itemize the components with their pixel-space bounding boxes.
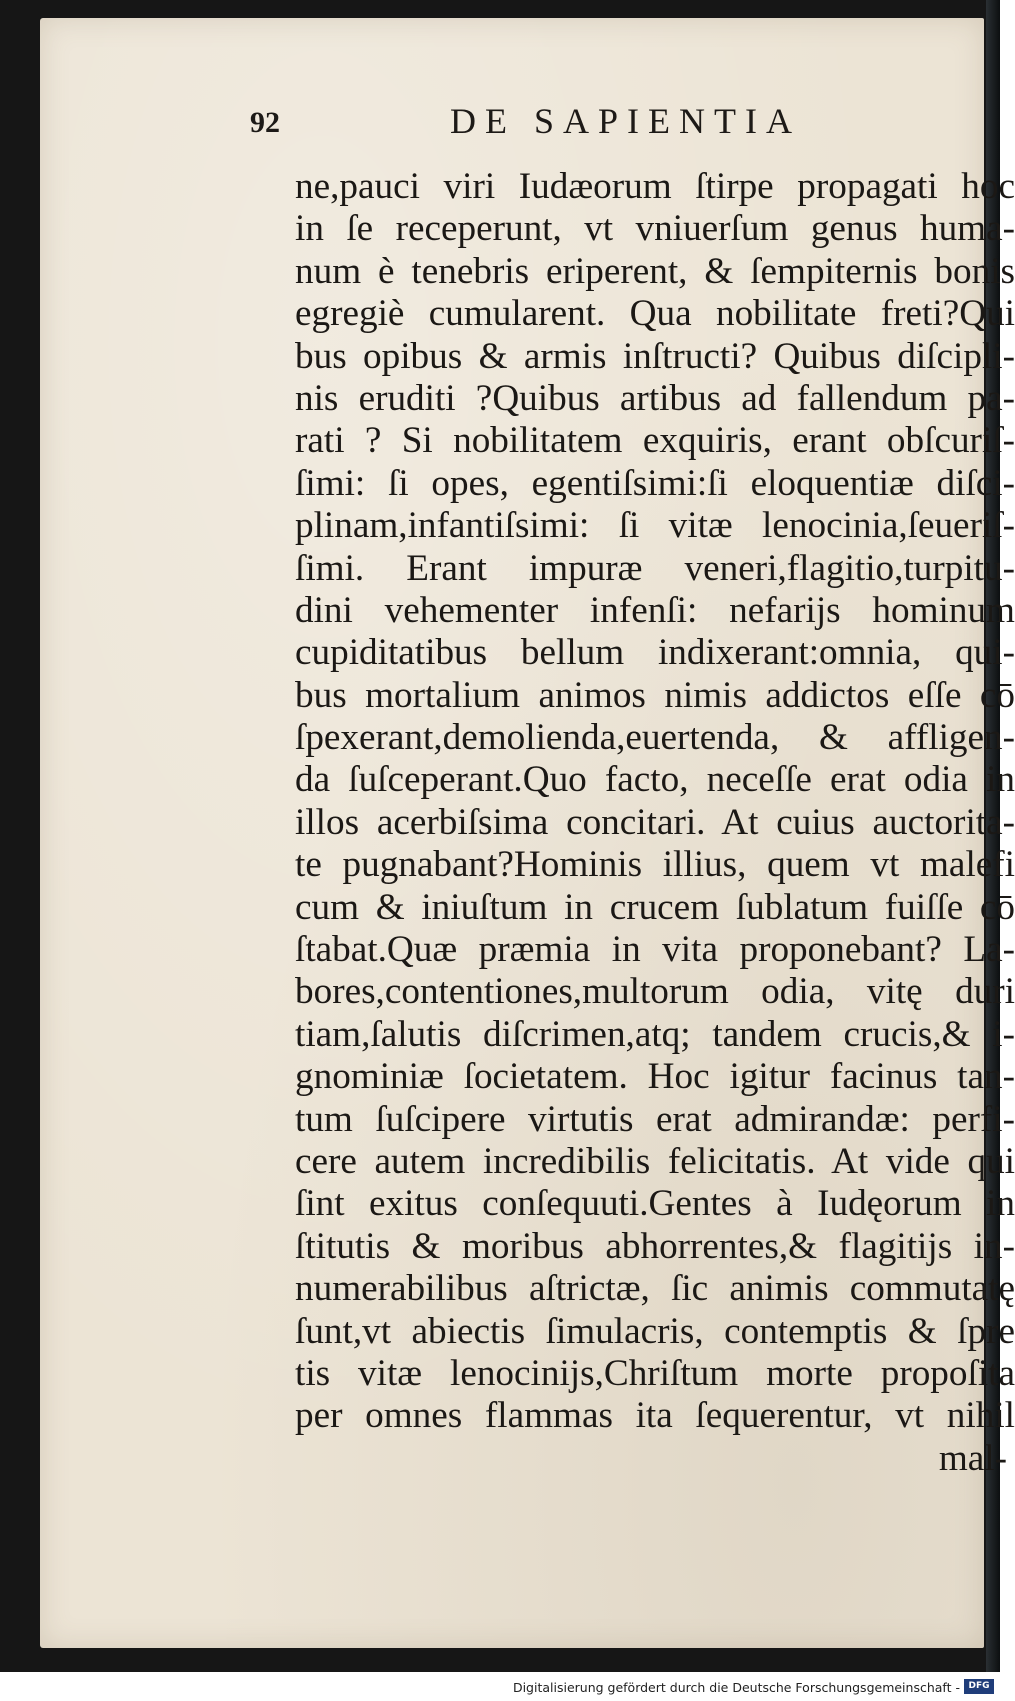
dfg-logo: DFG <box>964 1679 994 1694</box>
text-line: ne,pauci viri Iudæorum ſtirpe propagati hoc <box>295 166 1015 207</box>
text-line: ſimi: ſi opes, egentiſsimi:ſi eloquentiæ diſci- <box>295 462 1015 504</box>
text-line: da ſuſceperant.Quo facto, neceſſe erat odia in <box>295 759 1015 801</box>
text-line: per omnes flammas ita ſequerentur, vt nihil <box>295 1395 1015 1437</box>
text-line: ſint exitus conſequuti.Gentes à Iudęorum in <box>295 1183 1015 1225</box>
body-text <box>295 166 1015 1480</box>
text-line: in ſe receperunt, vt vniuerſum genus huma- <box>295 208 1015 250</box>
digitization-footer <box>0 1675 1000 1699</box>
catchword: mal- <box>938 1437 1007 1479</box>
text-line: plinam,infantiſsimi: ſi vitæ lenocinia,ſeueriſ- <box>295 505 1015 547</box>
text-line: nis eruditi ?Quibus artibus ad fallendum pa- <box>295 377 1015 419</box>
text-line: ſtitutis & moribus abhorrentes,& flagitijs in- <box>295 1225 1015 1267</box>
text-line: tis vitæ lenocinijs,Chriſtum morte propoſita <box>295 1352 1015 1394</box>
text-line: tiam,ſalutis diſcrimen,atq; tandem crucis,& i- <box>295 1013 1015 1055</box>
text-line: ſimi. Erant impuræ veneri,flagitio,turpitu- <box>295 547 1015 589</box>
text-line: ſunt,vt abiectis ſimulacris, contemptis & ſpre <box>295 1310 1015 1352</box>
text-line: bus mortalium animos nimis addictos eſſe cō <box>295 674 1015 716</box>
page-header-title: DE SAPIENTIA <box>450 101 801 141</box>
text-line: dini vehementer infenſi: nefarijs hominum <box>295 589 1015 631</box>
text-line: egregiè cumularent. Qua nobilitate freti?Qui <box>295 293 1015 335</box>
page-number: 92 <box>250 106 280 139</box>
text-line: rati ? Si nobilitatem exquiris, erant obſcuriſ- <box>295 420 1015 462</box>
text-line: ſpexerant,demolienda,euertenda, & affligen- <box>295 717 1015 759</box>
text-line: bores,contentiones,multorum odia, vitę duri <box>295 971 1015 1013</box>
text-line: numerabilibus aſtrictæ, ſic animis commutatę <box>295 1268 1015 1310</box>
text-line: cupiditatibus bellum indixerant:omnia, qui- <box>295 632 1015 674</box>
text-line: bus opibus & armis inſtructi? Quibus diſcipli- <box>295 335 1015 377</box>
text-line: gnominiæ ſocietatem. Hoc igitur facinus tan- <box>295 1056 1015 1098</box>
running-head <box>250 100 950 160</box>
book-page <box>40 18 1015 1648</box>
text-line: num è tenebris eriperent, & ſempiternis bonis <box>295 250 1015 292</box>
text-line: cere autem incredibilis felicitatis. At vide qui <box>295 1140 1015 1182</box>
text-line: ſtabat.Quæ præmia in vita proponebant? La- <box>295 929 1015 971</box>
funding-credit: Digitalisierung gefördert durch die Deutsche Forschungsgemeinschaft - <box>512 1680 960 1695</box>
text-line: illos acerbiſsima concitari. At cuius auctorita- <box>295 801 1015 843</box>
text-line: tum ſuſcipere virtutis erat admirandæ: perfi- <box>295 1098 1015 1140</box>
text-line: te pugnabant?Hominis illius, quem vt malefi <box>295 844 1015 886</box>
text-line: cum & iniuſtum in crucem ſublatum fuiſſe cō <box>295 886 1015 928</box>
